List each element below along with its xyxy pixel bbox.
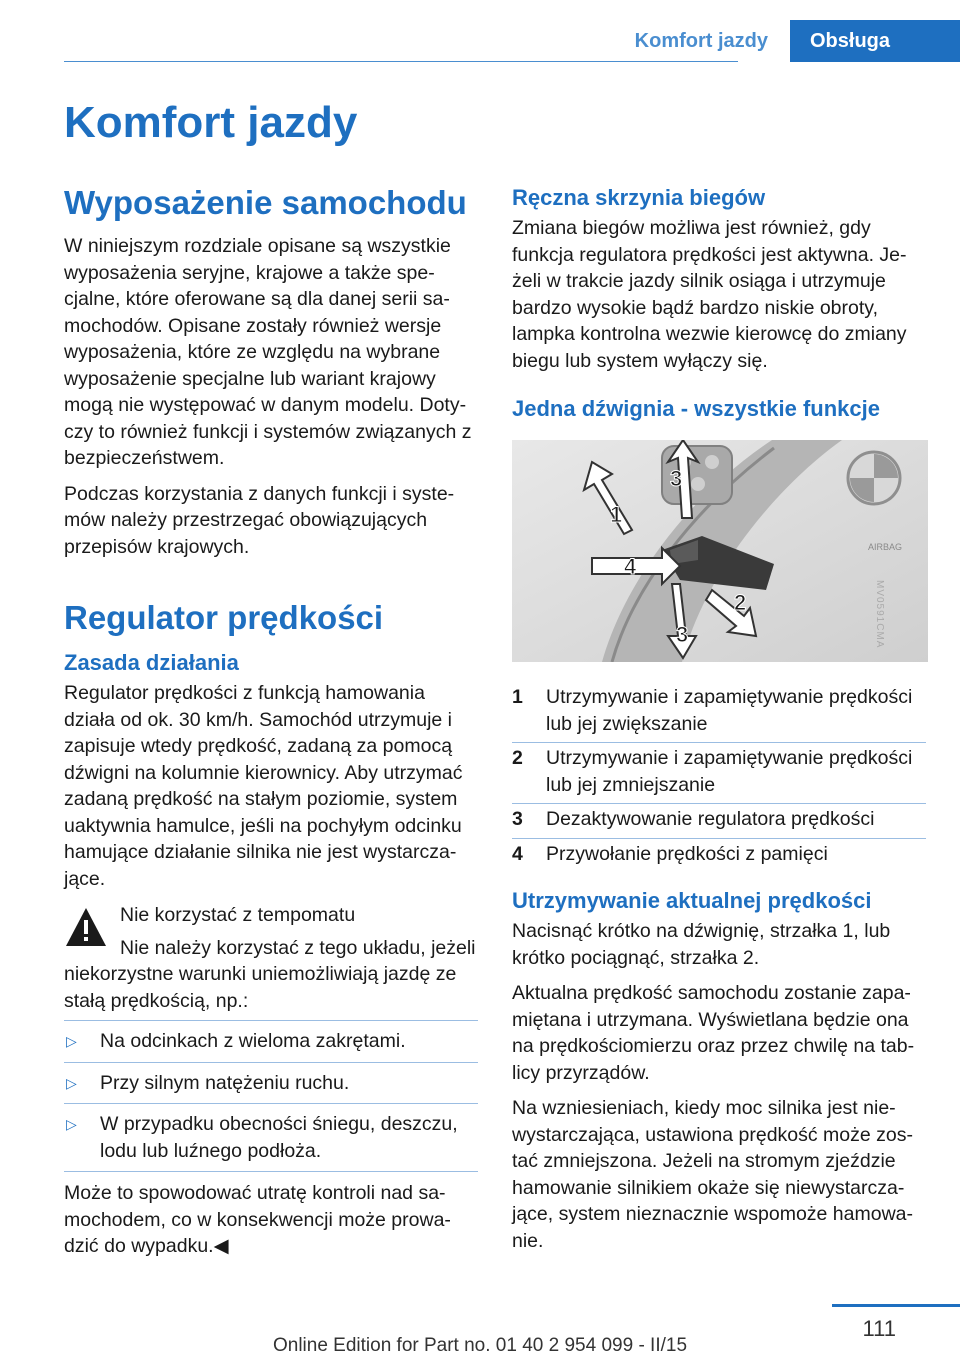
item-number: 3 <box>512 808 523 830</box>
item-number: 2 <box>512 747 523 769</box>
list-item <box>64 1104 478 1172</box>
item-text: Utrzymywanie i zapamiętywanie prędkości lub jej zwiększanie <box>546 686 913 735</box>
warning-box <box>64 902 478 1014</box>
heading-lever: Jedna dźwignia - wszystkie funkcje <box>512 396 880 421</box>
heading-principle: Zasada działania <box>64 650 239 675</box>
list-item-text: Na odcinkach z wieloma zakrętami. <box>100 1030 406 1052</box>
triangle-bullet-icon: ▷ <box>66 1116 77 1132</box>
paragraph-manual-gearbox: Zmiana biegów możliwa jest również, gdy funkcja regulatora prędkości jest aktywna. Jeżeli w trakcie jazdy silnik osiąga i utrzymuje bardzo wysokie bądź bardzo niskie obroty, lampka kontrolna wezwie kierowcę do zmiany biegu lub system wyłączy się. <box>512 217 907 372</box>
paragraph-equipment: W niniejszym rozdziale opisane są wszystkie wyposażenia seryjne, krajowe a także specjalne, które oferowane są dla danej serii samochodów. Opisane zostały również wersje wyposażenia, które ze względu na wybrane wyposażenie specjalne lub wariant krajowy mogą nie występować w danym modelu. Dotyczy to również funkcji i systemów związanych z bezpieczeństwem. <box>64 235 472 469</box>
callout-1: 1 <box>610 502 623 527</box>
footer-rule <box>832 1304 960 1307</box>
list-item <box>64 1063 478 1105</box>
figure-code: MV0591CMA <box>873 580 885 649</box>
function-list <box>512 682 926 872</box>
callout-3-top: 3 <box>670 466 683 491</box>
condition-list <box>64 1020 478 1172</box>
heading-cruise-control: Regulator prędkości <box>64 599 384 636</box>
warning-icon <box>64 906 108 948</box>
chapter-title: Komfort jazdy <box>64 98 358 147</box>
list-item <box>512 682 926 743</box>
triangle-bullet-icon: ▷ <box>66 1074 77 1091</box>
callout-2: 2 <box>734 590 747 615</box>
warning-title: Nie korzystać z tempomatu <box>120 904 356 926</box>
heading-equipment: Wyposażenie samochodu <box>64 184 467 221</box>
tab-chapter[interactable]: Obsługa <box>790 20 960 62</box>
item-number: 1 <box>512 686 523 708</box>
paragraph-hold-1: Nacisnąć krótko na dźwignię, strzałka 1, lub krótko pociągnąć, strzałka 2. <box>512 920 891 969</box>
edition-footer: Online Edition for Part no. 01 40 2 954 099 - II/15 <box>272 1335 688 1356</box>
heading-manual-gearbox: Ręczna skrzynia biegów <box>512 185 766 210</box>
callout-4: 4 <box>624 554 637 579</box>
list-item-text: W przypadku obecności śniegu, deszczu, lodu lub luźnego podłoża. <box>100 1113 458 1162</box>
item-text: Utrzymywanie i zapamiętywanie prędkości lub jej zmniejszanie <box>546 747 913 796</box>
paragraph-hold-2: Aktualna prędkość samochodu zostanie zapamiętana i utrzymana. Wyświetlana będzie ona na prędkościomierzu oraz przez chwilę na tablicy przyrządów. <box>512 982 915 1084</box>
page-number: 111 <box>862 1316 896 1341</box>
list-item <box>512 743 926 804</box>
airbag-label: AIRBAG <box>868 542 903 552</box>
list-item <box>64 1020 478 1063</box>
triangle-bullet-icon: ▷ <box>66 1033 77 1049</box>
paragraph-regulations: Podczas korzystania z danych funkcji i systemów należy przestrzegać obowiązujących przepisów krajowych. <box>64 482 455 558</box>
callout-3-bottom: 3 <box>676 622 689 647</box>
right-column <box>512 183 926 1263</box>
tab-section[interactable]: Komfort jazdy <box>613 20 790 62</box>
header-tabs <box>613 20 960 62</box>
list-item <box>512 839 926 873</box>
paragraph-principle: Regulator prędkości z funkcją hamowania działa od ok. 30 km/h. Samochód utrzymuje i zapisuje wtedy prędkość, zadaną za pomocą dźwigni na kolumnie kierownicy. Aby utrzymać zadaną prędkość na stałym poziomie, system uaktywnia hamulce, jeśli na pochyłym odcinku hamujące działanie silnika nie jest wystarczające. <box>64 682 463 890</box>
lever-figure <box>512 440 928 662</box>
item-text: Dezaktywowanie regulatora prędkości <box>546 808 875 830</box>
list-item <box>512 804 926 839</box>
item-number: 4 <box>512 842 523 865</box>
list-item-text: Przy silnym natężeniu ruchu. <box>100 1071 350 1094</box>
item-text: Przywołanie prędkości z pamięci <box>546 842 828 865</box>
paragraph-hold-3: Na wzniesieniach, kiedy moc silnika jest niewystarczająca, ustawiona prędkość może zostać zmniejszona. Jeżeli na stromym zjeździe hamowanie silnikiem okaże się niewystarczające, system nieznacznie wspomoże hamowanie. <box>512 1097 914 1252</box>
header-rule <box>64 61 738 62</box>
left-column <box>64 183 478 1269</box>
paragraph-consequence: Może to spowodować utratę kontroli nad samochodem, co w konsekwencji może prowadzić do wypadku.◀ <box>64 1182 451 1257</box>
heading-hold-speed: Utrzymywanie aktualnej prędkości <box>512 888 872 913</box>
warning-text: Nie należy korzystać z tego układu, jeżeli niekorzystne warunki uniemożliwiają jazdę ze stałą prędkością, np.: <box>64 936 476 1012</box>
